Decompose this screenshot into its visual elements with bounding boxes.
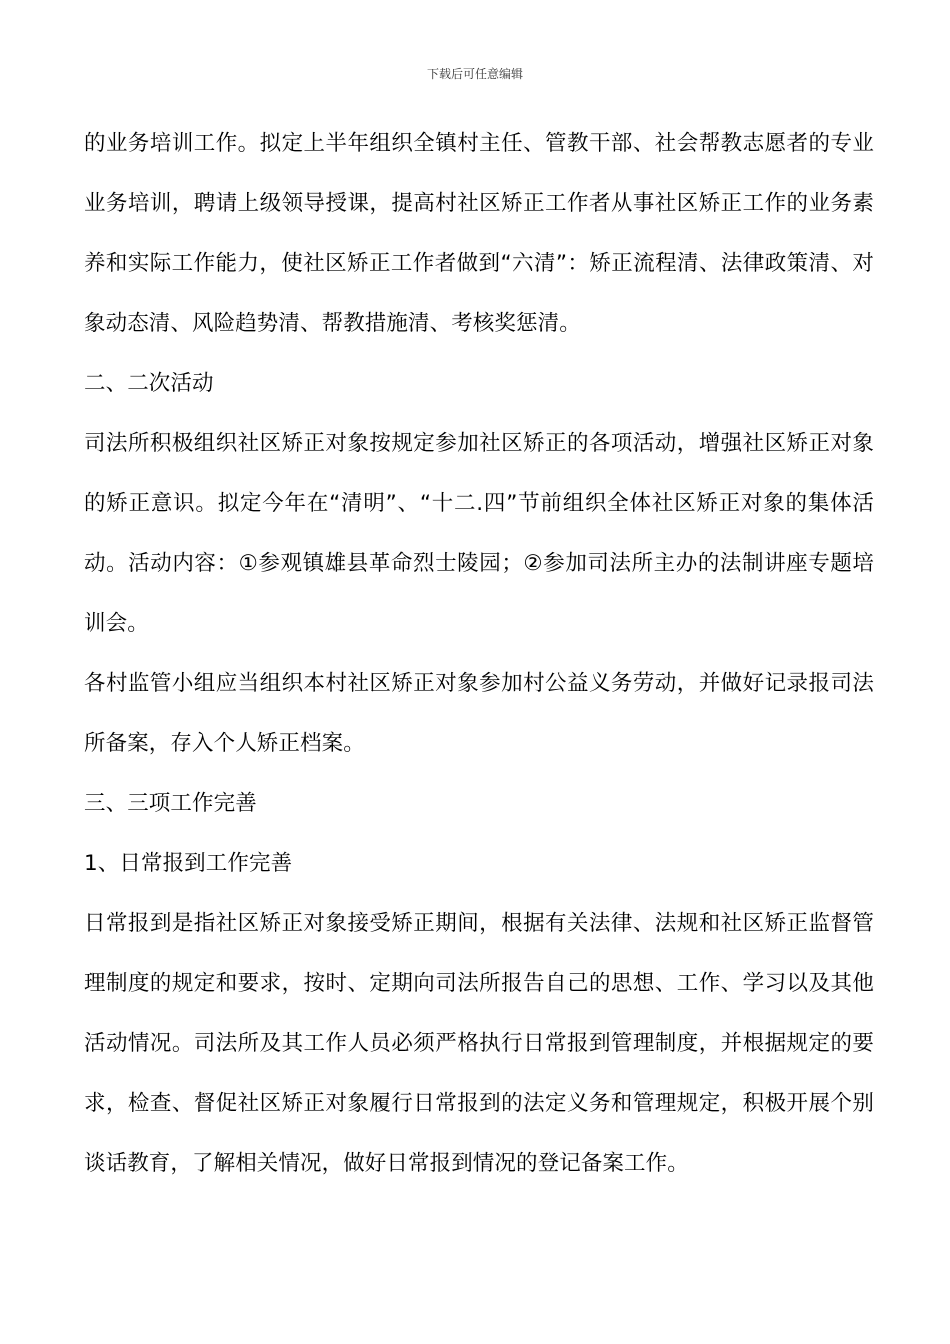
subheading-daily-report: 1、日常报到工作完善 xyxy=(84,851,293,876)
paragraph-training: 的业务培训工作。拟定上半年组织全镇村主任、管教干部、社会帮教志愿者的专业业务培训，聘请上级领导授课，提高村社区矫正工作者从事社区矫正工作的业务素养和实际工作能力，使社区矫正工作者做到“六清”：矫正流程清、法律政策清、对象动态清、风险趋势清、帮教措施清、考核奖惩清。 xyxy=(84,131,874,336)
heading-section-three: 三、三项工作完善 xyxy=(84,791,257,816)
document-body xyxy=(84,114,874,1194)
paragraph-daily-report: 日常报到是指社区矫正对象接受矫正期间，根据有关法律、法规和社区矫正监督管理制度的规定和要求，按时、定期向司法所报告自己的思想、工作、学习以及其他活动情况。司法所及其工作人员必须严格执行日常报到管理制度，并根据规定的要求，检查、督促社区矫正对象履行日常报到的法定义务和管理规定，积极开展个别谈话教育，了解相关情况，做好日常报到情况的登记备案工作。 xyxy=(84,911,874,1176)
page-header: 下载后可任意编辑 xyxy=(426,67,523,81)
paragraph-village-supervision: 各村监管小组应当组织本村社区矫正对象参加村公益义务劳动，并做好记录报司法所备案，存入个人矫正档案。 xyxy=(84,671,874,756)
heading-section-two: 二、二次活动 xyxy=(84,371,214,396)
paragraph-activities: 司法所积极组织社区矫正对象按规定参加社区矫正的各项活动，增强社区矫正对象的矫正意识。拟定今年在“清明”、“十二.四”节前组织全体社区矫正对象的集体活动。活动内容：①参观镇雄县革命烈士陵园；②参加司法所主办的法制讲座专题培训会。 xyxy=(84,431,874,636)
